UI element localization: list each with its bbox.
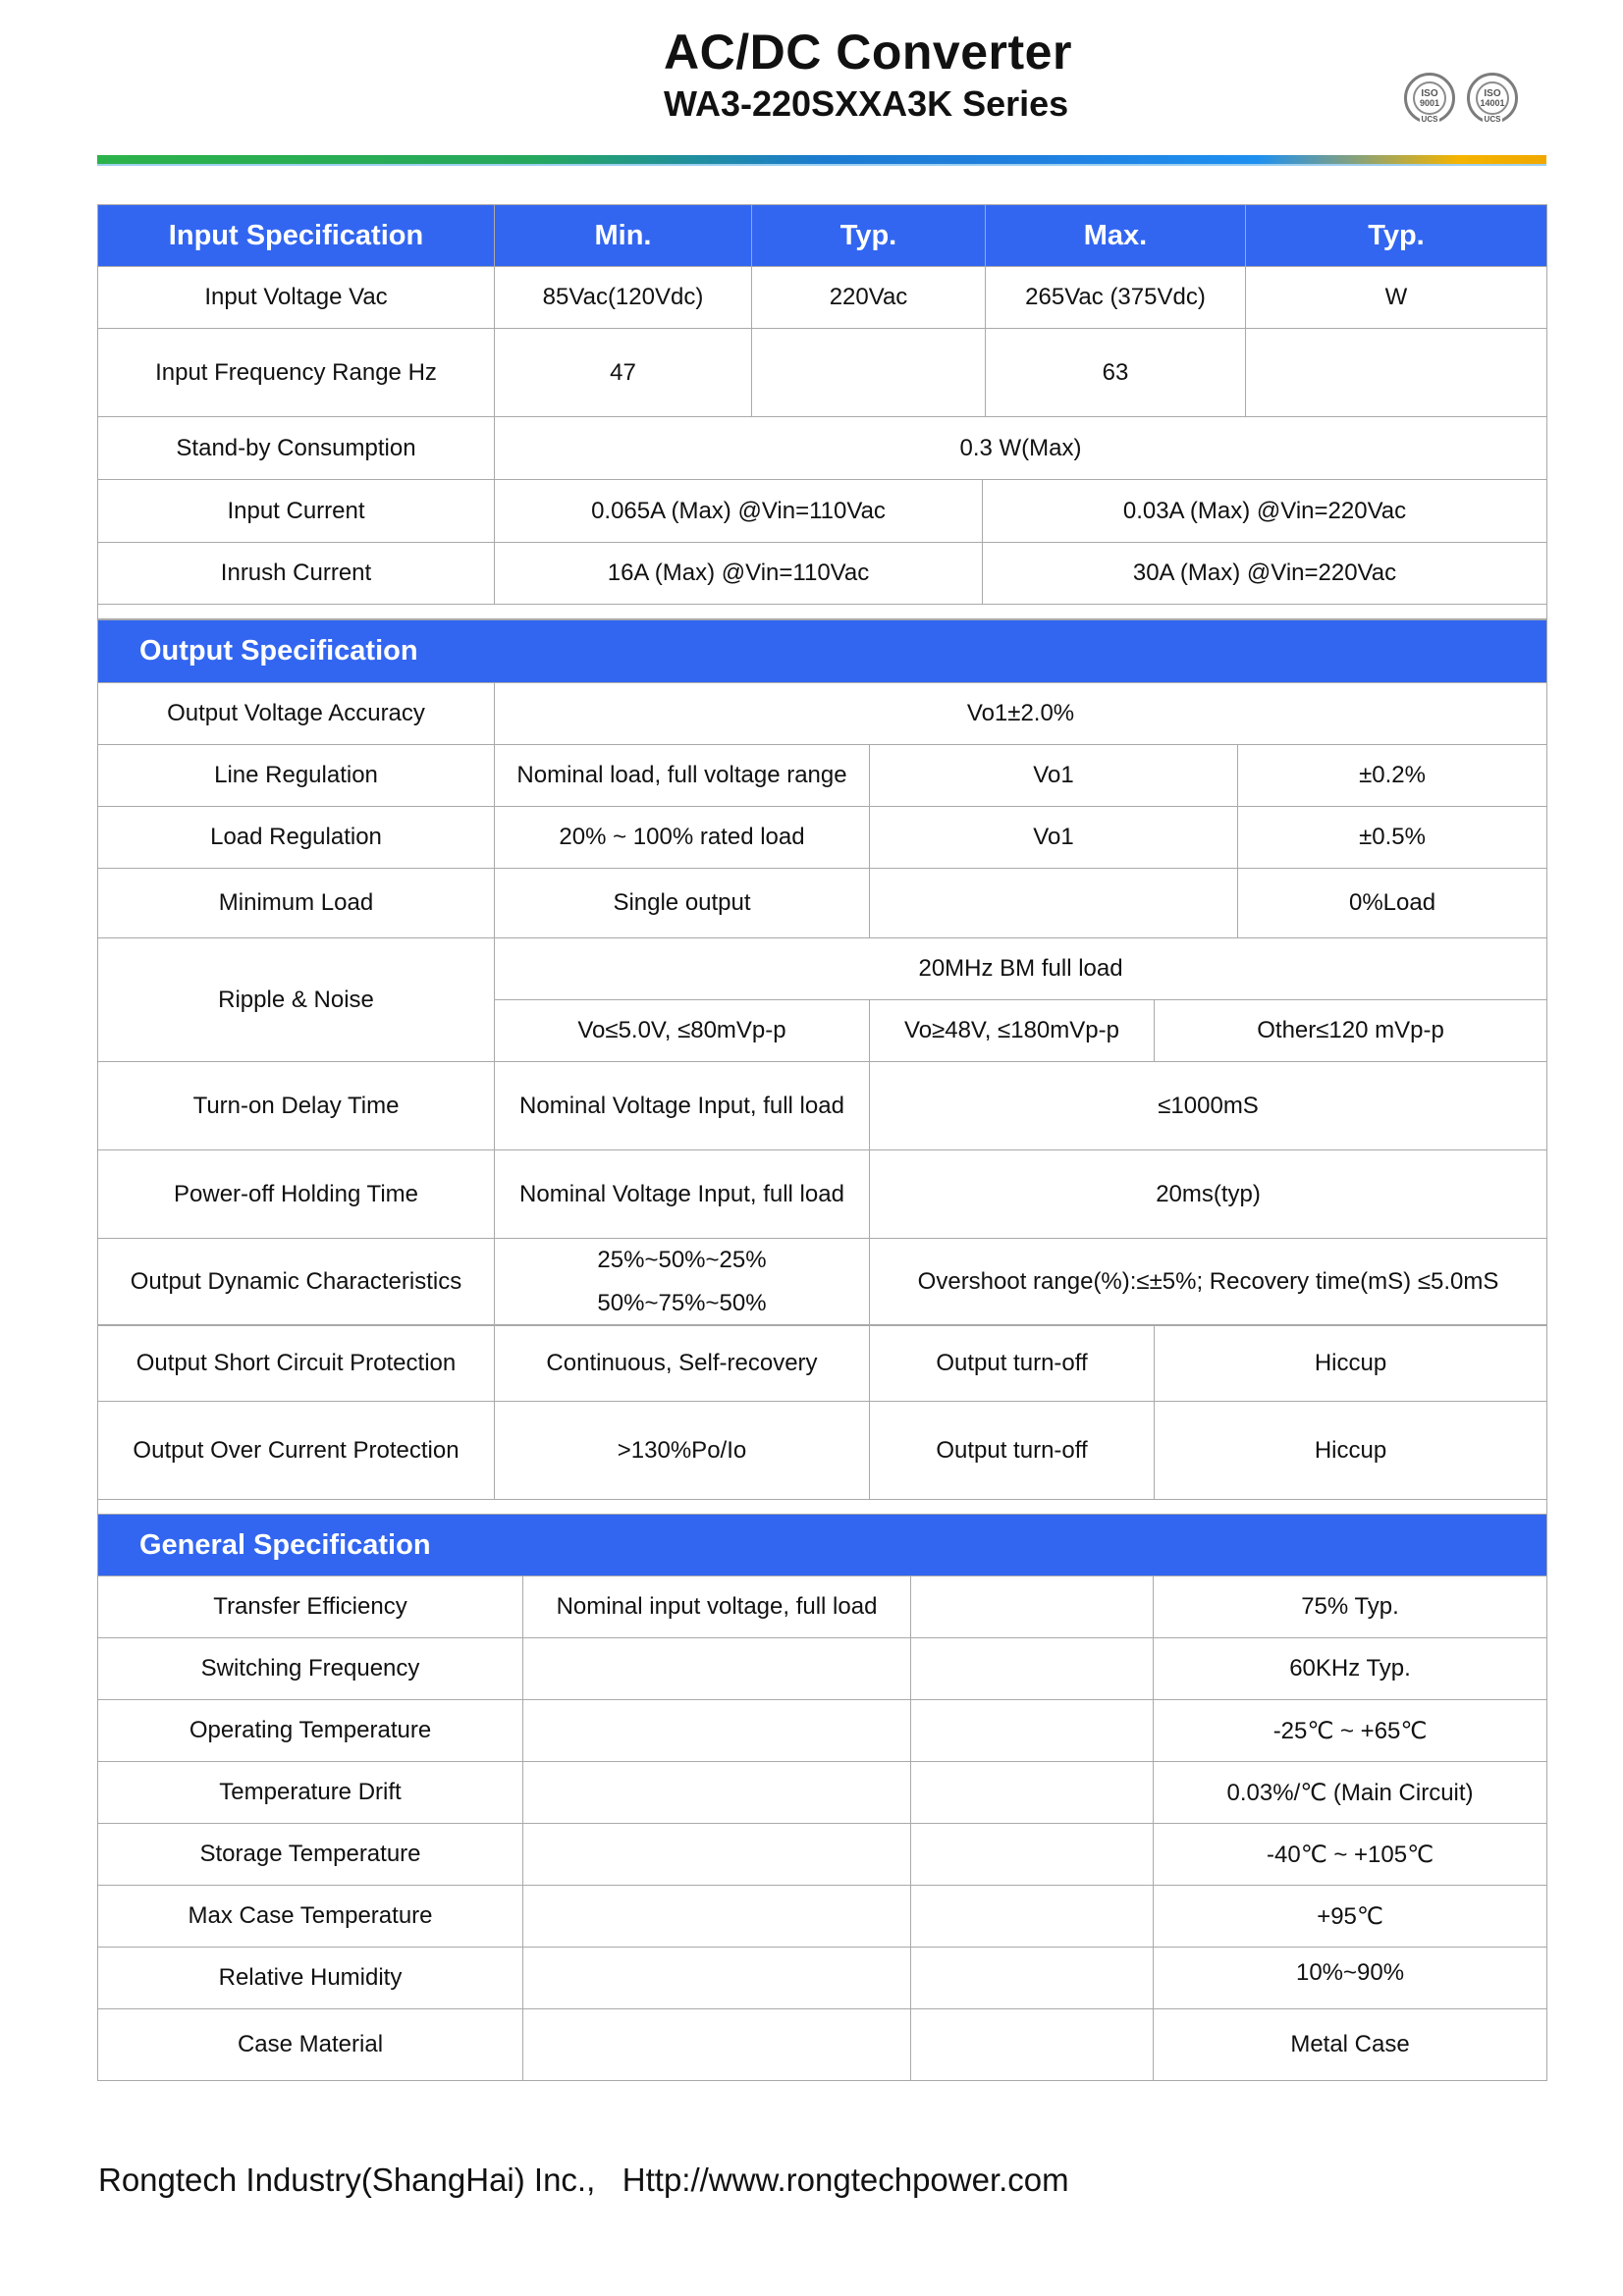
cell-value: Vo≥48V, ≤180mVp-p <box>870 1000 1155 1062</box>
cell-value: 0.03A (Max) @Vin=220Vac <box>983 480 1547 543</box>
max-heading: Max. <box>986 205 1246 267</box>
protection-table <box>97 1324 1547 1515</box>
table-row <box>98 1824 1547 1886</box>
row-label: Inrush Current <box>98 543 495 605</box>
empty-cell <box>523 1700 911 1762</box>
empty-cell <box>523 1948 911 2009</box>
cell-value: 20MHz BM full load <box>495 938 1547 1000</box>
row-label: Stand-by Consumption <box>98 417 495 480</box>
output-spec-heading: Output Specification <box>98 620 1547 683</box>
table-spacer <box>98 1500 1547 1515</box>
row-label: Turn-on Delay Time <box>98 1062 495 1150</box>
cell-value: Other≤120 mVp-p <box>1155 1000 1547 1062</box>
min-heading: Min. <box>495 205 752 267</box>
empty-cell <box>911 1638 1154 1700</box>
table-row <box>98 267 1547 329</box>
empty-cell <box>911 1700 1154 1762</box>
row-label: Input Frequency Range Hz <box>98 329 495 417</box>
row-label: Minimum Load <box>98 869 495 938</box>
company-name: Rongtech Industry(ShangHai) Inc., <box>98 2162 596 2198</box>
document-title: AC/DC Converter <box>664 25 1072 80</box>
input-spec-heading: Input Specification <box>98 205 495 267</box>
empty-cell <box>911 1948 1154 2009</box>
cell-value: -25℃ ~ +65℃ <box>1154 1700 1547 1762</box>
row-label: Temperature Drift <box>98 1762 523 1824</box>
cell-value: 20% ~ 100% rated load <box>495 807 870 869</box>
table-row <box>98 1576 1547 1638</box>
row-label: Line Regulation <box>98 745 495 807</box>
cell-value: 0.3 W(Max) <box>495 417 1547 480</box>
cell-value: 16A (Max) @Vin=110Vac <box>495 543 983 605</box>
table-row <box>98 938 1547 1000</box>
dynamic-condition-1: 25%~50%~25% <box>597 1247 767 1273</box>
cell-value: 60KHz Typ. <box>1154 1638 1547 1700</box>
table-row <box>98 869 1547 938</box>
row-label: Input Voltage Vac <box>98 267 495 329</box>
empty-cell <box>752 329 986 417</box>
empty-cell <box>523 1886 911 1948</box>
cell-value: 47 <box>495 329 752 417</box>
series-name: WA3-220SXXA3K Series <box>664 83 1069 124</box>
cell-value: Single output <box>495 869 870 938</box>
table-row <box>98 807 1547 869</box>
table-row <box>98 543 1547 605</box>
cell-value: Nominal Voltage Input, full load <box>495 1150 870 1239</box>
typ-heading-2: Typ. <box>1246 205 1547 267</box>
footer <box>98 2162 1069 2199</box>
typ-heading: Typ. <box>752 205 986 267</box>
table-row <box>98 1325 1547 1402</box>
iso-14001-certification-icon: ISO 14001 UCS <box>1467 73 1518 124</box>
cell-value <box>495 1239 870 1326</box>
cell-value: Vo1±2.0% <box>495 683 1547 745</box>
cell-value: ±0.2% <box>1238 745 1547 807</box>
empty-cell <box>523 2009 911 2081</box>
cell-value: 63 <box>986 329 1246 417</box>
input-header-row <box>98 205 1547 267</box>
cell-value: 30A (Max) @Vin=220Vac <box>983 543 1547 605</box>
cell-value: Vo1 <box>870 807 1238 869</box>
header-divider <box>97 164 1546 166</box>
row-label: Operating Temperature <box>98 1700 523 1762</box>
empty-cell <box>870 869 1238 938</box>
row-label: Relative Humidity <box>98 1948 523 2009</box>
row-label: Storage Temperature <box>98 1824 523 1886</box>
cell-value: ±0.5% <box>1238 807 1547 869</box>
table-row <box>98 1062 1547 1150</box>
table-row <box>98 1886 1547 1948</box>
empty-cell <box>911 1762 1154 1824</box>
cell-value: Vo≤5.0V, ≤80mVp-p <box>495 1000 870 1062</box>
output-specification-table <box>97 619 1547 1326</box>
cell-value: 0%Load <box>1238 869 1547 938</box>
empty-cell <box>911 1886 1154 1948</box>
table-row <box>98 1700 1547 1762</box>
cell-value: 20ms(typ) <box>870 1150 1547 1239</box>
table-row <box>98 683 1547 745</box>
cell-value: Output turn-off <box>870 1325 1155 1402</box>
input-specification-table <box>97 204 1547 480</box>
row-label: Output Voltage Accuracy <box>98 683 495 745</box>
row-label: Load Regulation <box>98 807 495 869</box>
cell-value: Hiccup <box>1155 1325 1547 1402</box>
company-url[interactable]: Http://www.rongtechpower.com <box>622 2162 1069 2198</box>
table-row <box>98 329 1547 417</box>
input-current-table <box>97 479 1547 619</box>
table-spacer <box>98 605 1547 619</box>
header-color-bar <box>97 155 1546 164</box>
cell-value: Metal Case <box>1154 2009 1547 2081</box>
cell-value: Output turn-off <box>870 1402 1155 1500</box>
general-spec-heading: General Specification <box>98 1515 1547 1576</box>
row-label: Input Current <box>98 480 495 543</box>
cell-value: Nominal Voltage Input, full load <box>495 1062 870 1150</box>
cell-value: +95℃ <box>1154 1886 1547 1948</box>
table-row <box>98 1402 1547 1500</box>
general-header-row <box>98 1515 1547 1576</box>
empty-cell <box>523 1638 911 1700</box>
table-row <box>98 745 1547 807</box>
cell-value: 265Vac (375Vdc) <box>986 267 1246 329</box>
cell-value: Vo1 <box>870 745 1238 807</box>
row-label: Output Dynamic Characteristics <box>98 1239 495 1326</box>
cell-value: 10%~90% <box>1154 1948 1547 2009</box>
table-row <box>98 2009 1547 2081</box>
table-row <box>98 1762 1547 1824</box>
row-label: Ripple & Noise <box>98 938 495 1062</box>
table-row <box>98 1638 1547 1700</box>
general-specification-table <box>97 1514 1547 2081</box>
iso-9001-certification-icon: ISO 9001 UCS <box>1404 73 1455 124</box>
cell-value: Continuous, Self-recovery <box>495 1325 870 1402</box>
cell-value: 0.03%/℃ (Main Circuit) <box>1154 1762 1547 1824</box>
cell-value: 0.065A (Max) @Vin=110Vac <box>495 480 983 543</box>
row-label: Transfer Efficiency <box>98 1576 523 1638</box>
cell-value: Hiccup <box>1155 1402 1547 1500</box>
cell-value: >130%Po/Io <box>495 1402 870 1500</box>
cell-value: 220Vac <box>752 267 986 329</box>
cell-value: Nominal load, full voltage range <box>495 745 870 807</box>
empty-cell <box>911 1576 1154 1638</box>
empty-cell <box>523 1762 911 1824</box>
row-label: Output Over Current Protection <box>98 1402 495 1500</box>
dynamic-condition-2: 50%~75%~50% <box>597 1290 767 1316</box>
cell-value: ≤1000mS <box>870 1062 1547 1150</box>
cell-value: 85Vac(120Vdc) <box>495 267 752 329</box>
table-row <box>98 417 1547 480</box>
table-row <box>98 1239 1547 1326</box>
table-row <box>98 1150 1547 1239</box>
table-row <box>98 1948 1547 2009</box>
row-label: Output Short Circuit Protection <box>98 1325 495 1402</box>
row-label: Max Case Temperature <box>98 1886 523 1948</box>
empty-cell <box>523 1824 911 1886</box>
cell-value: W <box>1246 267 1547 329</box>
row-label: Switching Frequency <box>98 1638 523 1700</box>
row-label: Power-off Holding Time <box>98 1150 495 1239</box>
cell-value: 75% Typ. <box>1154 1576 1547 1638</box>
empty-cell <box>1246 329 1547 417</box>
cell-value: -40℃ ~ +105℃ <box>1154 1824 1547 1886</box>
cell-value: Nominal input voltage, full load <box>523 1576 911 1638</box>
empty-cell <box>911 2009 1154 2081</box>
cell-value: Overshoot range(%):≤±5%; Recovery time(mS) ≤5.0mS <box>870 1239 1547 1326</box>
output-header-row <box>98 620 1547 683</box>
table-row <box>98 480 1547 543</box>
row-label: Case Material <box>98 2009 523 2081</box>
empty-cell <box>911 1824 1154 1886</box>
